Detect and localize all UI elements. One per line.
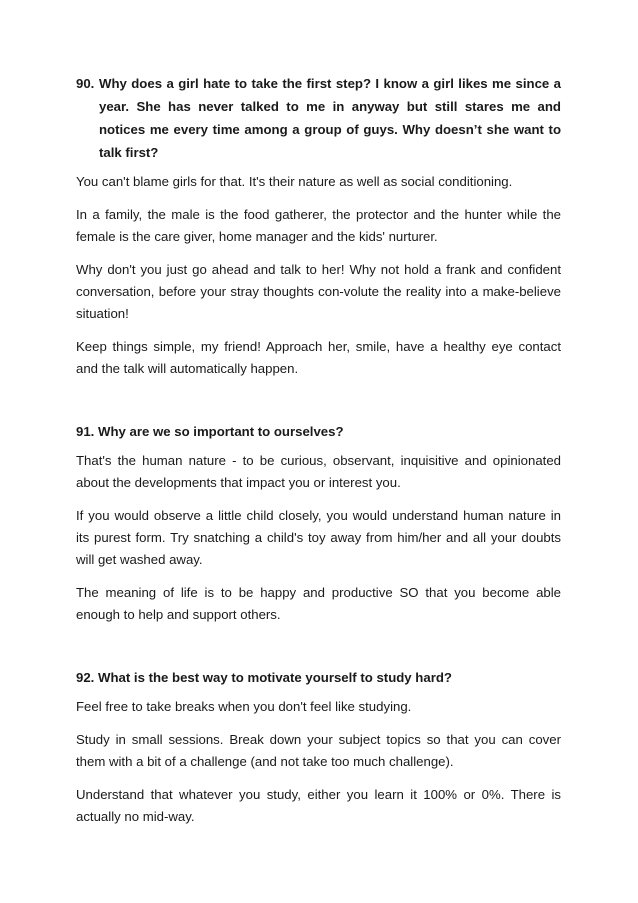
question-heading [76,666,561,689]
answer-paragraph: Understand that whatever you study, either you learn it 100% or 0%. There is actually no mid-way. [76,787,561,824]
answer-paragraph: You can't blame girls for that. It's their nature as well as social conditioning. [76,174,513,189]
qa-section-91 [76,420,561,626]
question-text: What is the best way to motivate yourself to study hard? [98,670,452,685]
document-page [76,72,561,868]
question-text: Why does a girl hate to take the first step? I know a girl likes me since a year. She has never talked to me in anyway but still stares me and notices me every time among a group of guys. Why doesn’t she want to talk first? [99,76,561,160]
answer-paragraph: That's the human nature - to be curious, observant, inquisitive and opinionated about the developments that impact you or interest you. [76,453,561,490]
question-number: 90. [76,76,95,91]
answer-paragraph: Study in small sessions. Break down your subject topics so that you can cover them with a bit of a challenge (and not take too much challenge). [76,732,561,769]
question-number: 92. [76,670,95,685]
question-text: Why are we so important to ourselves? [98,424,344,439]
answer-paragraph: Feel free to take breaks when you don't feel like studying. [76,699,412,714]
answer-paragraph: If you would observe a little child closely, you would understand human nature in its purest form. Try snatching a child's toy away from him/her and all your doubts will get washed away. [76,508,561,567]
question-heading [76,420,561,443]
question-heading [76,72,561,164]
answer-paragraph: Keep things simple, my friend! Approach her, smile, have a healthy eye contact and the talk will automatically happen. [76,339,561,376]
qa-section-92 [76,666,561,828]
answer-paragraph: Why don't you just go ahead and talk to her! Why not hold a frank and confident conversation, before your stray thoughts con-volute the reality into a make-believe situation! [76,262,561,321]
qa-section-90 [76,72,561,380]
answer-paragraph: In a family, the male is the food gatherer, the protector and the hunter while the female is the care giver, home manager and the kids' nurturer. [76,207,561,244]
question-number: 91. [76,424,95,439]
answer-paragraph: The meaning of life is to be happy and productive SO that you become able enough to help and support others. [76,585,561,622]
